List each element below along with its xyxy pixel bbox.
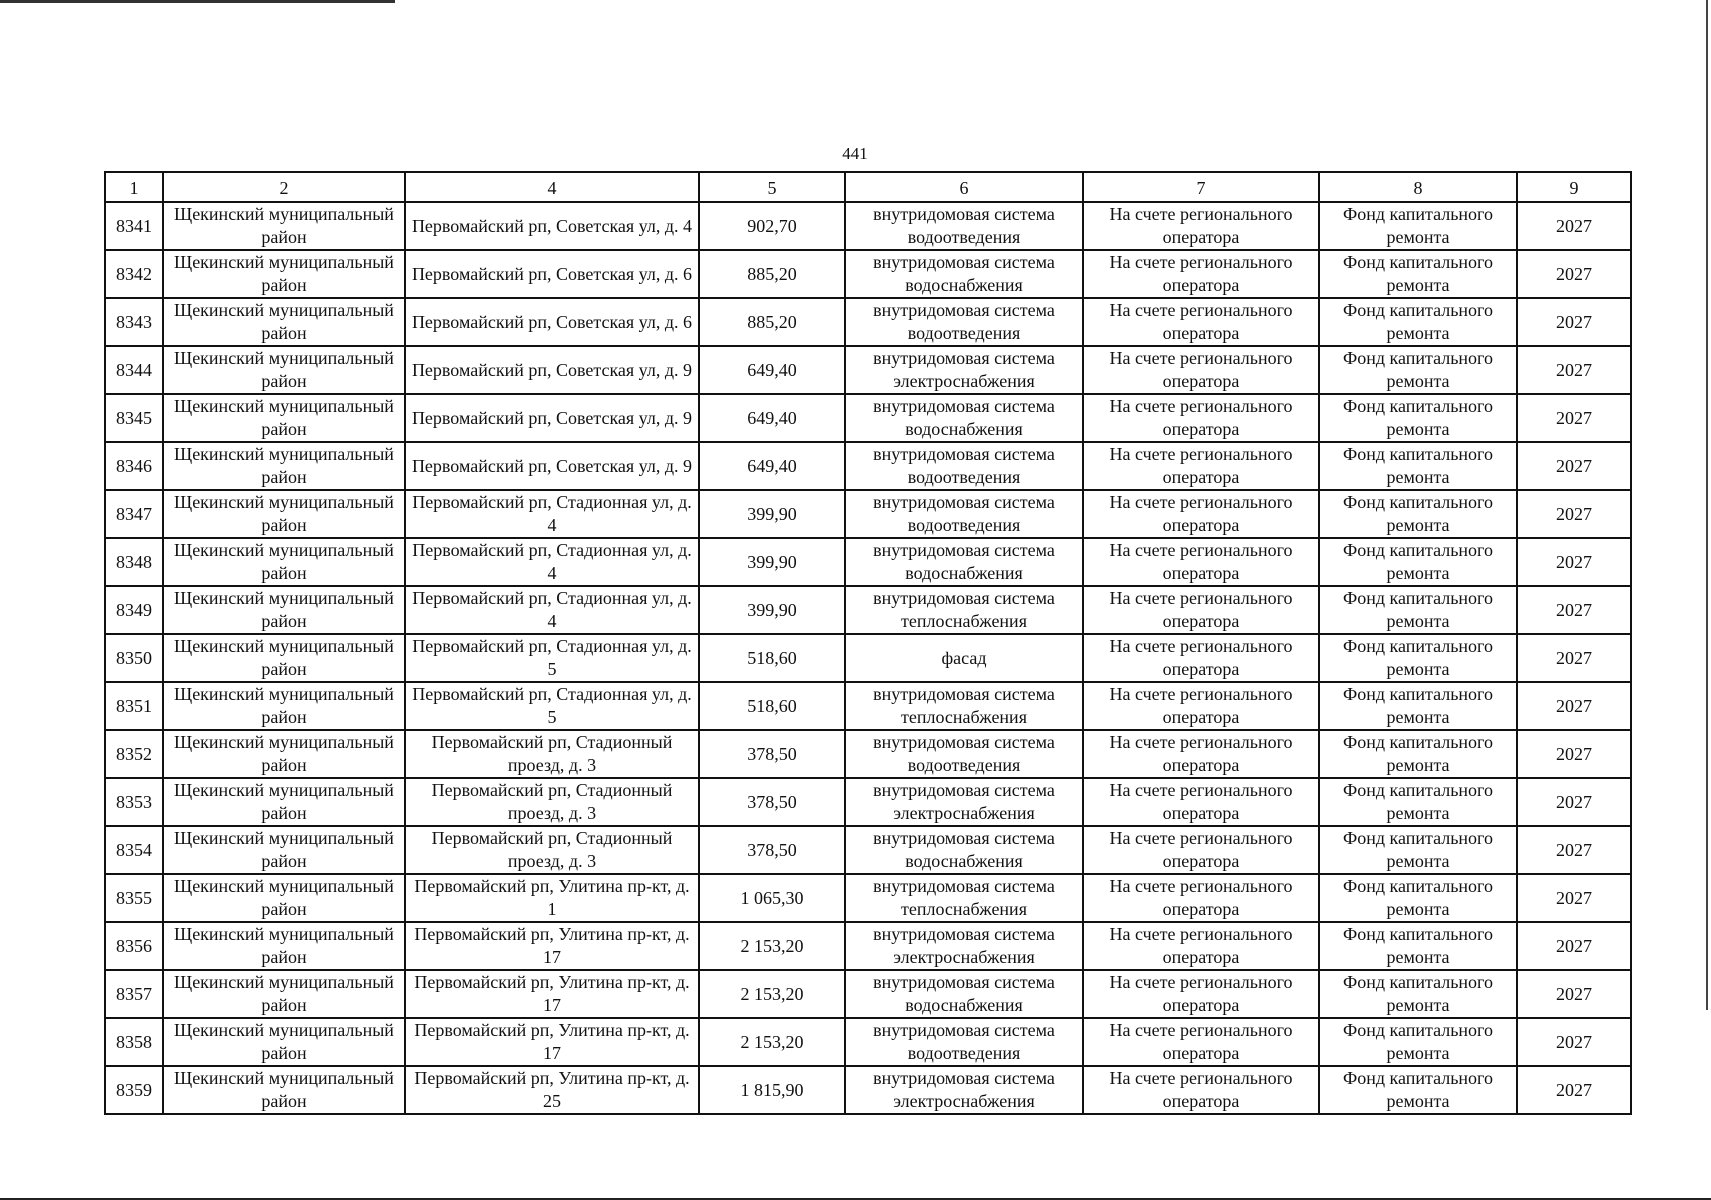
row-number-cell: 8352 [105,730,163,778]
address-cell: Первомайский рп, Советская ул, д. 9 [405,394,699,442]
area-cell: 518,60 [699,634,845,682]
column-header: 5 [699,172,845,202]
row-number-cell: 8343 [105,298,163,346]
district-cell: Щекинский муниципальный район [163,538,405,586]
row-number-cell: 8356 [105,922,163,970]
funding-source-cell: Фонд капитального ремонта [1319,1066,1517,1114]
area-cell: 885,20 [699,250,845,298]
work-type-cell: внутридомовая система водоснабжения [845,970,1083,1018]
table-row [105,202,1631,250]
area-cell: 378,50 [699,730,845,778]
address-cell: Первомайский рп, Стадионный проезд, д. 3 [405,826,699,874]
year-cell: 2027 [1517,1018,1631,1066]
column-header: 8 [1319,172,1517,202]
address-cell: Первомайский рп, Улитина пр-кт, д. 17 [405,970,699,1018]
work-type-cell: внутридомовая система электроснабжения [845,922,1083,970]
work-type-cell: внутридомовая система теплоснабжения [845,586,1083,634]
work-type-cell: внутридомовая система теплоснабжения [845,874,1083,922]
funding-source-cell: Фонд капитального ремонта [1319,634,1517,682]
year-cell: 2027 [1517,490,1631,538]
column-header: 6 [845,172,1083,202]
column-header: 1 [105,172,163,202]
area-cell: 378,50 [699,778,845,826]
row-number-cell: 8353 [105,778,163,826]
account-cell: На счете регионального оператора [1083,730,1319,778]
row-number-cell: 8348 [105,538,163,586]
row-number-cell: 8346 [105,442,163,490]
work-type-cell: внутридомовая система теплоснабжения [845,682,1083,730]
funding-source-cell: Фонд капитального ремонта [1319,298,1517,346]
table-row [105,1018,1631,1066]
table-row [105,634,1631,682]
funding-source-cell: Фонд капитального ремонта [1319,778,1517,826]
district-cell: Щекинский муниципальный район [163,922,405,970]
district-cell: Щекинский муниципальный район [163,778,405,826]
funding-source-cell: Фонд капитального ремонта [1319,346,1517,394]
work-type-cell: внутридомовая система водоотведения [845,730,1083,778]
funding-source-cell: Фонд капитального ремонта [1319,538,1517,586]
district-cell: Щекинский муниципальный район [163,250,405,298]
district-cell: Щекинский муниципальный район [163,298,405,346]
table-row [105,298,1631,346]
year-cell: 2027 [1517,778,1631,826]
district-cell: Щекинский муниципальный район [163,1018,405,1066]
scan-edge-right [1706,0,1708,1010]
year-cell: 2027 [1517,202,1631,250]
row-number-cell: 8354 [105,826,163,874]
year-cell: 2027 [1517,298,1631,346]
address-cell: Первомайский рп, Стадионный проезд, д. 3 [405,730,699,778]
row-number-cell: 8357 [105,970,163,1018]
year-cell: 2027 [1517,682,1631,730]
address-cell: Первомайский рп, Советская ул, д. 6 [405,250,699,298]
address-cell: Первомайский рп, Советская ул, д. 9 [405,442,699,490]
address-cell: Первомайский рп, Советская ул, д. 9 [405,346,699,394]
funding-source-cell: Фонд капитального ремонта [1319,922,1517,970]
column-header: 7 [1083,172,1319,202]
area-cell: 885,20 [699,298,845,346]
row-number-cell: 8345 [105,394,163,442]
district-cell: Щекинский муниципальный район [163,874,405,922]
area-cell: 649,40 [699,442,845,490]
table-row [105,538,1631,586]
account-cell: На счете регионального оператора [1083,778,1319,826]
district-cell: Щекинский муниципальный район [163,634,405,682]
account-cell: На счете регионального оператора [1083,682,1319,730]
work-type-cell: внутридомовая система электроснабжения [845,346,1083,394]
address-cell: Первомайский рп, Стадионный проезд, д. 3 [405,778,699,826]
funding-source-cell: Фонд капитального ремонта [1319,682,1517,730]
district-cell: Щекинский муниципальный район [163,394,405,442]
district-cell: Щекинский муниципальный район [163,442,405,490]
account-cell: На счете регионального оператора [1083,1066,1319,1114]
account-cell: На счете регионального оператора [1083,634,1319,682]
funding-source-cell: Фонд капитального ремонта [1319,586,1517,634]
table-row [105,1066,1631,1114]
funding-source-cell: Фонд капитального ремонта [1319,970,1517,1018]
address-cell: Первомайский рп, Советская ул, д. 6 [405,298,699,346]
area-cell: 378,50 [699,826,845,874]
work-type-cell: внутридомовая система водоотведения [845,202,1083,250]
year-cell: 2027 [1517,538,1631,586]
address-cell: Первомайский рп, Улитина пр-кт, д. 17 [405,922,699,970]
row-number-cell: 8342 [105,250,163,298]
area-cell: 1 065,30 [699,874,845,922]
address-cell: Первомайский рп, Улитина пр-кт, д. 17 [405,1018,699,1066]
table-row [105,970,1631,1018]
year-cell: 2027 [1517,442,1631,490]
account-cell: На счете регионального оператора [1083,586,1319,634]
year-cell: 2027 [1517,826,1631,874]
page-number: 441 [842,144,868,163]
scan-edge-top [0,0,395,3]
funding-source-cell: Фонд капитального ремонта [1319,730,1517,778]
table-row [105,250,1631,298]
row-number-cell: 8355 [105,874,163,922]
area-cell: 2 153,20 [699,922,845,970]
account-cell: На счете регионального оператора [1083,922,1319,970]
table-row [105,826,1631,874]
area-cell: 399,90 [699,586,845,634]
work-type-cell: внутридомовая система водоснабжения [845,394,1083,442]
table-header [105,172,1631,202]
address-cell: Первомайский рп, Стадионная ул, д. 5 [405,634,699,682]
year-cell: 2027 [1517,922,1631,970]
year-cell: 2027 [1517,250,1631,298]
row-number-cell: 8344 [105,346,163,394]
account-cell: На счете регионального оператора [1083,1018,1319,1066]
funding-source-cell: Фонд капитального ремонта [1319,250,1517,298]
funding-source-cell: Фонд капитального ремонта [1319,442,1517,490]
table-row [105,730,1631,778]
row-number-cell: 8359 [105,1066,163,1114]
table-body [105,202,1631,1114]
work-type-cell: внутридомовая система водоотведения [845,442,1083,490]
account-cell: На счете регионального оператора [1083,442,1319,490]
table-row [105,682,1631,730]
account-cell: На счете регионального оператора [1083,826,1319,874]
address-cell: Первомайский рп, Улитина пр-кт, д. 25 [405,1066,699,1114]
district-cell: Щекинский муниципальный район [163,826,405,874]
funding-source-cell: Фонд капитального ремонта [1319,1018,1517,1066]
funding-source-cell: Фонд капитального ремонта [1319,394,1517,442]
address-cell: Первомайский рп, Стадионная ул, д. 4 [405,490,699,538]
table-row [105,586,1631,634]
funding-source-cell: Фонд капитального ремонта [1319,202,1517,250]
account-cell: На счете регионального оператора [1083,490,1319,538]
work-type-cell: внутридомовая система водоотведения [845,490,1083,538]
area-cell: 518,60 [699,682,845,730]
work-type-cell: внутридомовая система водоснабжения [845,250,1083,298]
district-cell: Щекинский муниципальный район [163,346,405,394]
year-cell: 2027 [1517,346,1631,394]
funding-source-cell: Фонд капитального ремонта [1319,874,1517,922]
year-cell: 2027 [1517,1066,1631,1114]
account-cell: На счете регионального оператора [1083,874,1319,922]
funding-source-cell: Фонд капитального ремонта [1319,826,1517,874]
district-cell: Щекинский муниципальный район [163,202,405,250]
row-number-cell: 8347 [105,490,163,538]
work-type-cell: внутридомовая система водоснабжения [845,538,1083,586]
year-cell: 2027 [1517,874,1631,922]
area-cell: 399,90 [699,490,845,538]
work-type-cell: внутридомовая система электроснабжения [845,778,1083,826]
funding-source-cell: Фонд капитального ремонта [1319,490,1517,538]
table-row [105,442,1631,490]
account-cell: На счете регионального оператора [1083,394,1319,442]
district-cell: Щекинский муниципальный район [163,586,405,634]
row-number-cell: 8341 [105,202,163,250]
address-cell: Первомайский рп, Советская ул, д. 4 [405,202,699,250]
district-cell: Щекинский муниципальный район [163,490,405,538]
column-header: 4 [405,172,699,202]
work-type-cell: фасад [845,634,1083,682]
year-cell: 2027 [1517,586,1631,634]
table-row [105,922,1631,970]
area-cell: 2 153,20 [699,970,845,1018]
work-type-cell: внутридомовая система водоотведения [845,1018,1083,1066]
district-cell: Щекинский муниципальный район [163,970,405,1018]
district-cell: Щекинский муниципальный район [163,730,405,778]
table-row [105,490,1631,538]
year-cell: 2027 [1517,634,1631,682]
account-cell: На счете регионального оператора [1083,202,1319,250]
district-cell: Щекинский муниципальный район [163,682,405,730]
address-cell: Первомайский рп, Улитина пр-кт, д. 1 [405,874,699,922]
area-cell: 649,40 [699,346,845,394]
year-cell: 2027 [1517,394,1631,442]
row-number-cell: 8358 [105,1018,163,1066]
column-header: 2 [163,172,405,202]
account-cell: На счете регионального оператора [1083,250,1319,298]
work-type-cell: внутридомовая система электроснабжения [845,1066,1083,1114]
district-cell: Щекинский муниципальный район [163,1066,405,1114]
address-cell: Первомайский рп, Стадионная ул, д. 4 [405,586,699,634]
account-cell: На счете регионального оператора [1083,346,1319,394]
table-row [105,778,1631,826]
year-cell: 2027 [1517,970,1631,1018]
area-cell: 902,70 [699,202,845,250]
row-number-cell: 8349 [105,586,163,634]
address-cell: Первомайский рп, Стадионная ул, д. 4 [405,538,699,586]
table-row [105,394,1631,442]
year-cell: 2027 [1517,730,1631,778]
table-row [105,346,1631,394]
row-number-cell: 8350 [105,634,163,682]
address-cell: Первомайский рп, Стадионная ул, д. 5 [405,682,699,730]
area-cell: 1 815,90 [699,1066,845,1114]
header-row [105,172,1631,202]
row-number-cell: 8351 [105,682,163,730]
area-cell: 399,90 [699,538,845,586]
account-cell: На счете регионального оператора [1083,538,1319,586]
area-cell: 649,40 [699,394,845,442]
area-cell: 2 153,20 [699,1018,845,1066]
table-row [105,874,1631,922]
account-cell: На счете регионального оператора [1083,298,1319,346]
account-cell: На счете регионального оператора [1083,970,1319,1018]
work-type-cell: внутридомовая система водоотведения [845,298,1083,346]
column-header: 9 [1517,172,1631,202]
work-type-cell: внутридомовая система водоснабжения [845,826,1083,874]
register-table [104,171,1632,1115]
